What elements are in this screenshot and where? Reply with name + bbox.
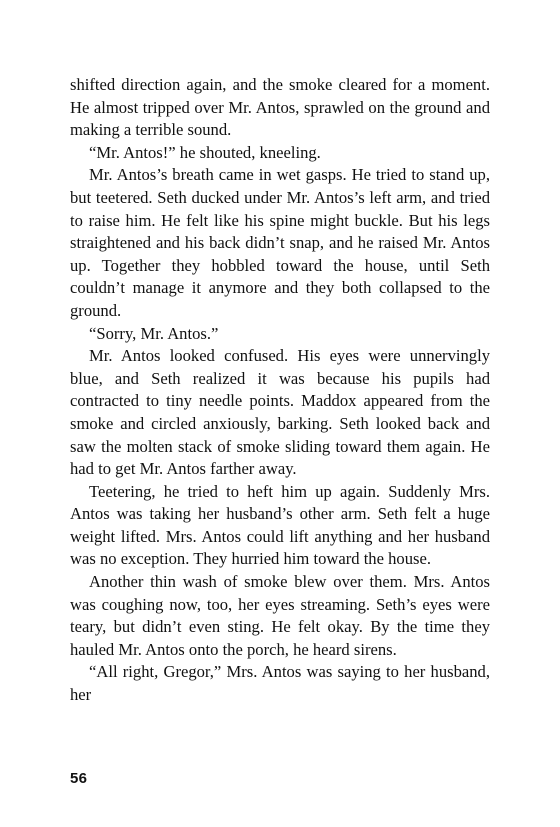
- paragraph: Teetering, he tried to heft him up again. Suddenly Mrs. Antos was taking her husband’s other arm. Seth felt a huge weight lifted. Mrs. Antos could lift anything and her husband was no exception. They hurried him toward the house.: [70, 481, 490, 569]
- page-number: 56: [70, 770, 88, 787]
- paragraph-dialogue: “Mr. Antos!” he shouted, kneeling.: [89, 142, 321, 162]
- paragraph-continuation: shifted direction again, and the smoke cleared for a moment. He almost tripped over Mr. Antos, sprawled on the ground and making a terrible sound.: [70, 75, 490, 140]
- paragraph-dialogue: “Sorry, Mr. Antos.”: [89, 323, 219, 343]
- paragraph-dialogue: “All right, Gregor,” Mrs. Antos was saying to her husband, her: [70, 662, 490, 705]
- paragraph: Mr. Antos looked confused. His eyes were unnervingly blue, and Seth realized it was because his pupils had contracted to tiny needle points. Maddox appeared from the smoke and circled anxiously, barking. Seth looked back and saw the molten stack of smoke sliding toward them again. He had to get Mr. Antos farther away.: [70, 346, 490, 479]
- body-text: [70, 74, 490, 707]
- paragraph: Mr. Antos’s breath came in wet gasps. He tried to stand up, but teetered. Seth ducked under Mr. Antos’s left arm, and tried to raise him. He felt like his spine might buckle. But his legs straightened and his back didn’t snap, and he raised Mr. Antos up. Together they hobbled toward the house, until Seth couldn’t manage it anymore and they both collapsed to the ground.: [70, 165, 490, 320]
- paragraph: Another thin wash of smoke blew over them. Mrs. Antos was coughing now, too, her eyes streaming. Seth’s eyes were teary, but didn’t even sting. He felt okay. By the time they hauled Mr. Antos onto the porch, he heard sirens.: [70, 572, 490, 659]
